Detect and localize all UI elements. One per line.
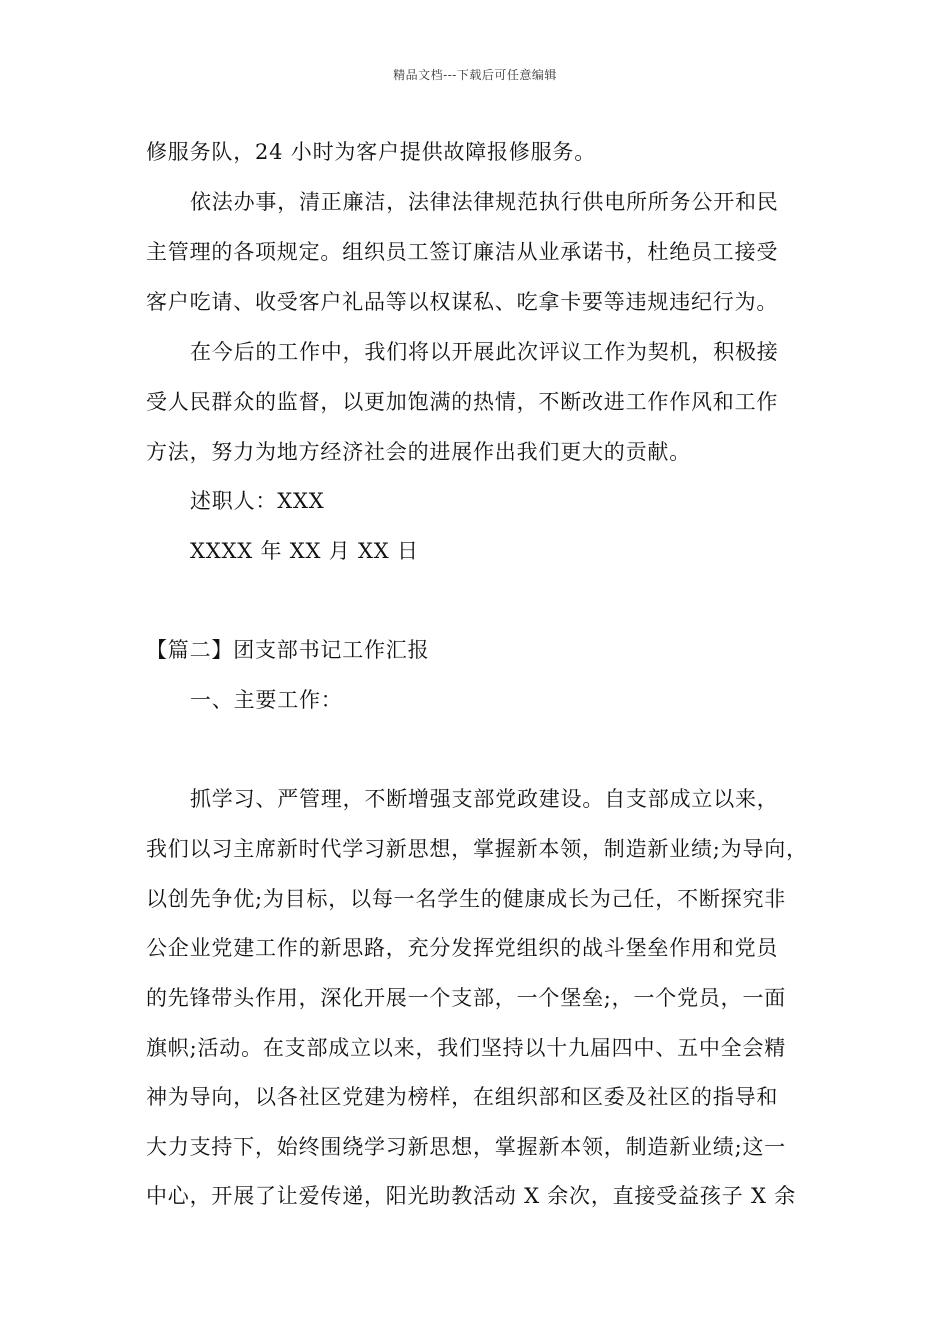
paragraph-line: 以创先争优;为目标，以每一名学生的健康成长为己任，不断探究非 <box>146 887 787 911</box>
subsection-heading: 一、主要工作： <box>190 688 343 712</box>
paragraph-line: 方法，努力为地方经济社会的进展作出我们更大的贡献。 <box>146 440 691 464</box>
paragraph-line: 公企业党建工作的新思路，充分发挥党组织的战斗堡垒作用和党员 <box>146 936 779 960</box>
page-header: 精品文档---下载后可任意编辑 <box>393 68 557 82</box>
paragraph-line: 在今后的工作中，我们将以开展此次评议工作为契机，积极接 <box>190 340 779 364</box>
paragraph-line: 受人民群众的监督，以更加饱满的热情，不断改进工作作风和工作 <box>146 390 779 414</box>
paragraph-line: 旗帜;活动。在支部成立以来，我们坚持以十九届四中、五中全会精 <box>146 1036 787 1060</box>
section-heading: 【篇二】团支部书记工作汇报 <box>146 638 430 662</box>
paragraph-line: 客户吃请、收受客户礼品等以权谋私、吃拿卡要等违规违纪行为。 <box>146 290 779 314</box>
paragraph-line: 大力支持下，始终围绕学习新思想，掌握新本领，制造新业绩;这一 <box>146 1135 787 1159</box>
paragraph-line: 主管理的各项规定。组织员工签订廉洁从业承诺书，杜绝员工接受 <box>146 240 779 264</box>
signature-line: 述职人：XXX <box>190 489 325 513</box>
paragraph-line: 依法办事，清正廉洁，法律法律规范执行供电所所务公开和民 <box>190 190 779 214</box>
date-line: XXXX 年 XX 月 XX 日 <box>190 539 419 563</box>
paragraph-line: 修服务队，24 小时为客户提供故障报修服务。 <box>146 140 596 164</box>
paragraph-line: 抓学习、严管理，不断增强支部党政建设。自支部成立以来， <box>190 787 779 811</box>
paragraph-line: 神为导向，以各社区党建为榜样，在组织部和区委及社区的指导和 <box>146 1085 779 1109</box>
paragraph-line: 我们以习主席新时代学习新思想，掌握新本领，制造新业绩;为导向， <box>146 837 808 861</box>
paragraph-line: 中心，开展了让爱传递，阳光助教活动 X 余次，直接受益孩子 X 余 <box>146 1184 796 1208</box>
paragraph-line: 的先锋带头作用，深化开展一个支部，一个堡垒;，一个党员，一面 <box>146 986 787 1010</box>
